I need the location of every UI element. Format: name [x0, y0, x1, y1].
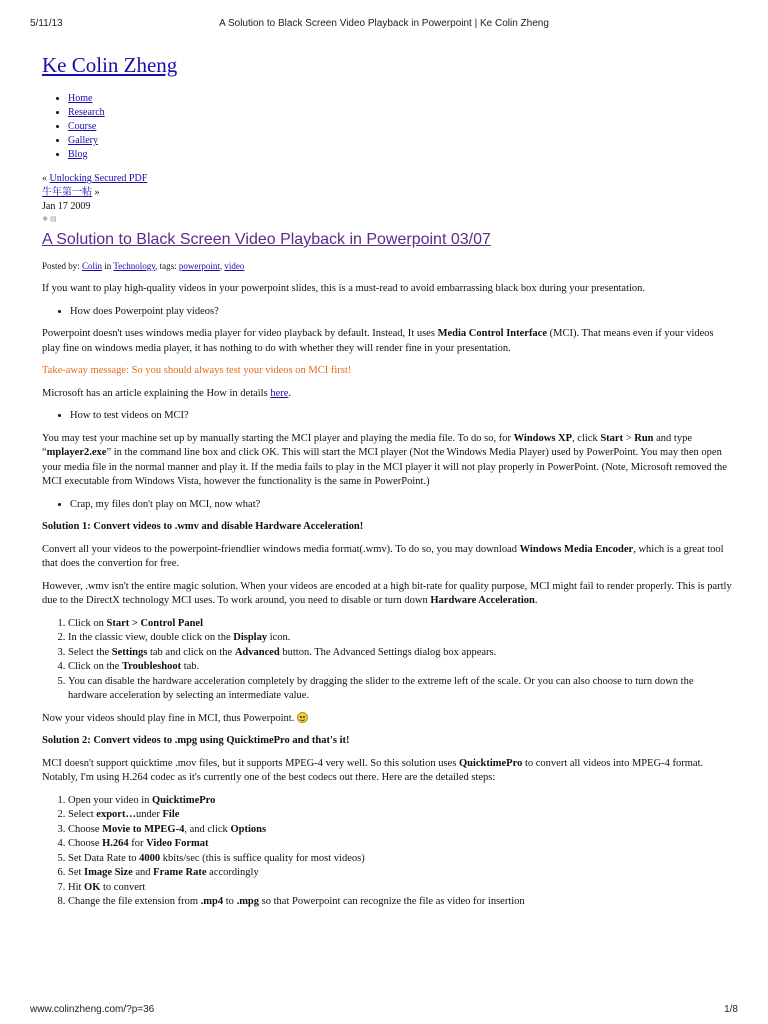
s4c: tab. — [181, 661, 200, 672]
step-2-2 — [68, 808, 732, 823]
bitrate-text-c: . — [534, 595, 538, 606]
solution-2-heading — [42, 734, 732, 749]
post-title-link[interactable]: A Solution to Black Screen Video Playback in Powerpoint 03/07 — [42, 231, 491, 248]
post-date: Jan 17 2009 — [42, 201, 91, 212]
t5b: 4000 — [139, 852, 161, 864]
t2c: under — [135, 809, 163, 820]
takeaway-message: Take-away message: So you should always test your videos on MCI first! — [42, 365, 352, 376]
t7a: Hit — [68, 881, 85, 893]
s2c: icon. — [267, 632, 291, 643]
step-2-8 — [68, 895, 732, 910]
nav-link-gallery[interactable]: Gallery — [68, 135, 98, 146]
s2b: Display — [233, 632, 268, 643]
question-list-3 — [42, 498, 732, 513]
ms-text-b: . — [288, 387, 292, 399]
s2a: In the classic view, double click on the — [68, 632, 234, 643]
t6a: Set — [68, 867, 85, 878]
test-bold-run: Run — [634, 432, 654, 444]
nav-link-home[interactable]: Home — [68, 93, 93, 104]
share-icons[interactable]: ❖ ▤ — [42, 215, 57, 223]
t4c: for — [128, 838, 147, 849]
steps-list-1 — [42, 617, 732, 704]
step-1-2 — [68, 631, 732, 646]
meta-in: in — [102, 261, 114, 271]
mci-fine-paragraph — [42, 712, 732, 727]
t5c: kbits/sec (this is suffice quality for most videos) — [160, 852, 365, 864]
nav-link-course[interactable]: Course — [68, 121, 97, 132]
site-title-link[interactable]: Ke Colin Zheng — [42, 53, 178, 77]
prev-post-link[interactable]: Unlocking Secured PDF — [49, 173, 148, 184]
test-mci-paragraph — [42, 432, 732, 490]
tag-link-powerpoint[interactable]: powerpoint — [178, 261, 220, 271]
t6c: and — [132, 867, 154, 878]
nav-item-course — [68, 120, 732, 134]
mci-bold: Media Control Interface — [437, 328, 548, 339]
step-2-6 — [68, 866, 732, 881]
t4b: H.264 — [102, 838, 129, 849]
t1b: QuicktimePro — [152, 794, 216, 806]
mpeg-text-c: to convert all videos into MPEG-4 format. Notably, I'm using H.264 codec as it's currently one of the best codecs out there. Here are the detailed steps: — [42, 757, 704, 783]
t6b: Image Size — [84, 867, 133, 878]
wmv-text-a: Convert all your videos to the powerpoint-friendlier windows media format(.wmv). To do so, you may download — [42, 543, 520, 555]
bitrate-text-a: However, .wmv isn't the entire magic solution. When your videos are encoded at a high bit-rate for quality purpose, MCI might fail to render properly. This is partly due to the DirectX technology MCI uses. To work around, you need to disable or turn down — [42, 580, 732, 606]
prev-prefix: « — [42, 173, 50, 184]
t8d: .mpg — [236, 896, 260, 907]
meta-tags-label: , tags: — [155, 261, 179, 271]
t1a: Open your video in — [68, 794, 152, 806]
t7b: OK — [84, 881, 101, 893]
question-1: • How does Powerpoint play videos? — [70, 305, 732, 320]
print-footer — [30, 1004, 738, 1018]
prev-post — [42, 172, 732, 186]
t3a: Choose — [68, 823, 103, 835]
post-navigation — [42, 172, 732, 200]
t2a: Select — [68, 809, 97, 820]
test-text-a: You may test your machine set up by manually starting the MCI player and playing the media file. To do so, for — [42, 432, 514, 444]
test-bold-winxp: Windows XP — [513, 432, 573, 444]
next-post-link[interactable]: 牛年第一帖 — [42, 187, 92, 198]
s4b: Troubleshoot — [121, 661, 182, 672]
nav-link-blog[interactable]: Blog — [68, 149, 88, 160]
ms-text-a: Microsoft has an article explaining the How in details — [42, 387, 271, 399]
solution-2-text: Solution 2: Convert videos to .mpg using QuicktimePro and that's it! — [42, 735, 350, 746]
t6d: Frame Rate — [153, 867, 207, 878]
nav-item-research — [68, 106, 732, 120]
test-bold-start: Start — [600, 432, 624, 444]
mpeg-bold: QuicktimePro — [458, 757, 523, 769]
s4a: Click on the — [68, 661, 122, 672]
mci-paragraph — [42, 327, 732, 356]
solution-1-heading — [42, 520, 732, 535]
step-2-1 — [68, 794, 732, 809]
t4d: Video Format — [146, 838, 209, 849]
tag-link-video[interactable]: video — [224, 261, 245, 271]
print-page-number: 1/8 — [724, 1004, 738, 1015]
next-suffix: » — [92, 187, 100, 198]
t8a: Change the file extension from — [68, 896, 201, 907]
print-date: 5/11/13 — [30, 18, 63, 29]
t8c: to — [223, 896, 237, 907]
print-url: www.colinzheng.com/?p=36 — [30, 1004, 155, 1015]
page-content — [42, 52, 732, 918]
nav-item-gallery — [68, 134, 732, 148]
print-title: A Solution to Black Screen Video Playback in Powerpoint | Ke Colin Zheng — [219, 18, 549, 29]
s1a: Click on — [68, 617, 107, 629]
question-list-2 — [42, 409, 732, 424]
t5a: Set Data Rate to — [68, 852, 140, 864]
bitrate-bold: Hardware Acceleration — [430, 595, 535, 606]
wmv-bold: Windows Media Encoder — [519, 543, 634, 555]
mpeg4-paragraph — [42, 757, 732, 786]
s3e: button. The Advanced Settings dialog box appears. — [279, 646, 497, 658]
question-2: • How to test videos on MCI? — [70, 409, 732, 424]
step-2-5 — [68, 852, 732, 867]
meta-sep: , — [219, 261, 225, 271]
intro-paragraph: If you want to play high-quality videos in your powerpoint slides, this is a must-read to avoid embarrassing black box during your presentation. — [42, 283, 646, 294]
smiley-icon — [297, 712, 308, 723]
wmv-paragraph — [42, 543, 732, 572]
author-link[interactable]: Colin — [82, 261, 103, 271]
step-1-3 — [68, 646, 732, 661]
nav-item-blog — [68, 148, 732, 162]
t3c: , and click — [184, 823, 231, 835]
next-post — [42, 186, 732, 200]
t7c: to convert — [100, 881, 146, 893]
meta-posted-by: Posted by: — [42, 261, 83, 271]
steps-list-2 — [42, 794, 732, 910]
t8b: .mp4 — [200, 896, 224, 907]
question-3: • Crap, my files don't play on MCI, now what? — [70, 498, 732, 513]
step-2-7 — [68, 881, 732, 896]
test-text-i: ” in the command line box and click OK. This will start the MCI player (Not the Windows Media Player) used by PowerPoint. You may then open your media file in the normal manner and play it. If the media fails to play in the MCI player it will not play properly in PowerPoint. (Note, Microsoft removed the MCI executable from Windows Vista, however the functionality is the same in PowerPoint.) — [42, 447, 727, 487]
mpeg-text-a: MCI doesn't support quicktime .mov files, but it supports MPEG-4 very well. So this solution uses — [42, 757, 459, 769]
t6e: accordingly — [206, 867, 259, 878]
mci-text-c: (MCI). That means even if your videos play fine on windows media player, it has nothing to do with whether they will render fine in your presentation. — [42, 328, 714, 354]
category-link[interactable]: Technology — [113, 261, 156, 271]
main-nav — [42, 92, 732, 162]
mci-fine-text: Now your videos should play fine in MCI, thus Powerpoint. — [42, 712, 297, 724]
t3d: Options — [230, 823, 267, 835]
wmv-text-c: , which is a great tool that does the convertion for free. — [42, 543, 724, 569]
s3c: tab and click on the — [147, 646, 235, 658]
step-1-1 — [68, 617, 732, 632]
t8e: so that Powerpoint can recognize the file as video for insertion — [259, 896, 525, 907]
post-title — [42, 230, 732, 250]
nav-link-research[interactable]: Research — [68, 107, 105, 118]
step-1-5: 5. You can disable the hardware acceleration completely by dragging the slider to the extreme left of the scale. Or you can also choose to turn down the hardware acceleration by selecting an intermediate value. — [68, 675, 732, 704]
s3d: Advanced — [234, 646, 280, 658]
mci-text-a: Powerpoint doesn't uses windows media player for video playback by default. Instead, It uses — [42, 328, 438, 339]
bitrate-paragraph — [42, 580, 732, 609]
step-2-3 — [68, 823, 732, 838]
post-meta — [42, 260, 732, 272]
s3b: Settings — [111, 646, 148, 658]
t2b: export… — [96, 809, 136, 820]
question-list-1 — [42, 305, 732, 320]
solution-1-text: Solution 1: Convert videos to .wmv and disable Hardware Acceleration! — [42, 521, 364, 532]
s3a: Select the — [68, 646, 112, 658]
test-text-e: > — [623, 432, 635, 444]
step-1-4 — [68, 660, 732, 675]
print-header — [30, 18, 738, 32]
step-2-4 — [68, 837, 732, 852]
t4a: Choose — [68, 838, 103, 849]
ms-article-paragraph — [42, 387, 732, 402]
t2d: File — [162, 809, 180, 820]
here-link[interactable]: here — [270, 387, 289, 399]
test-text-c: , click — [572, 432, 601, 444]
test-bold-mplayer: mplayer2.exe — [46, 447, 107, 458]
t3b: Movie to MPEG-4 — [102, 823, 185, 835]
s1b: Start > Control Panel — [106, 617, 203, 629]
nav-item-home — [68, 92, 732, 106]
test-text-g: and type “ — [42, 432, 693, 458]
